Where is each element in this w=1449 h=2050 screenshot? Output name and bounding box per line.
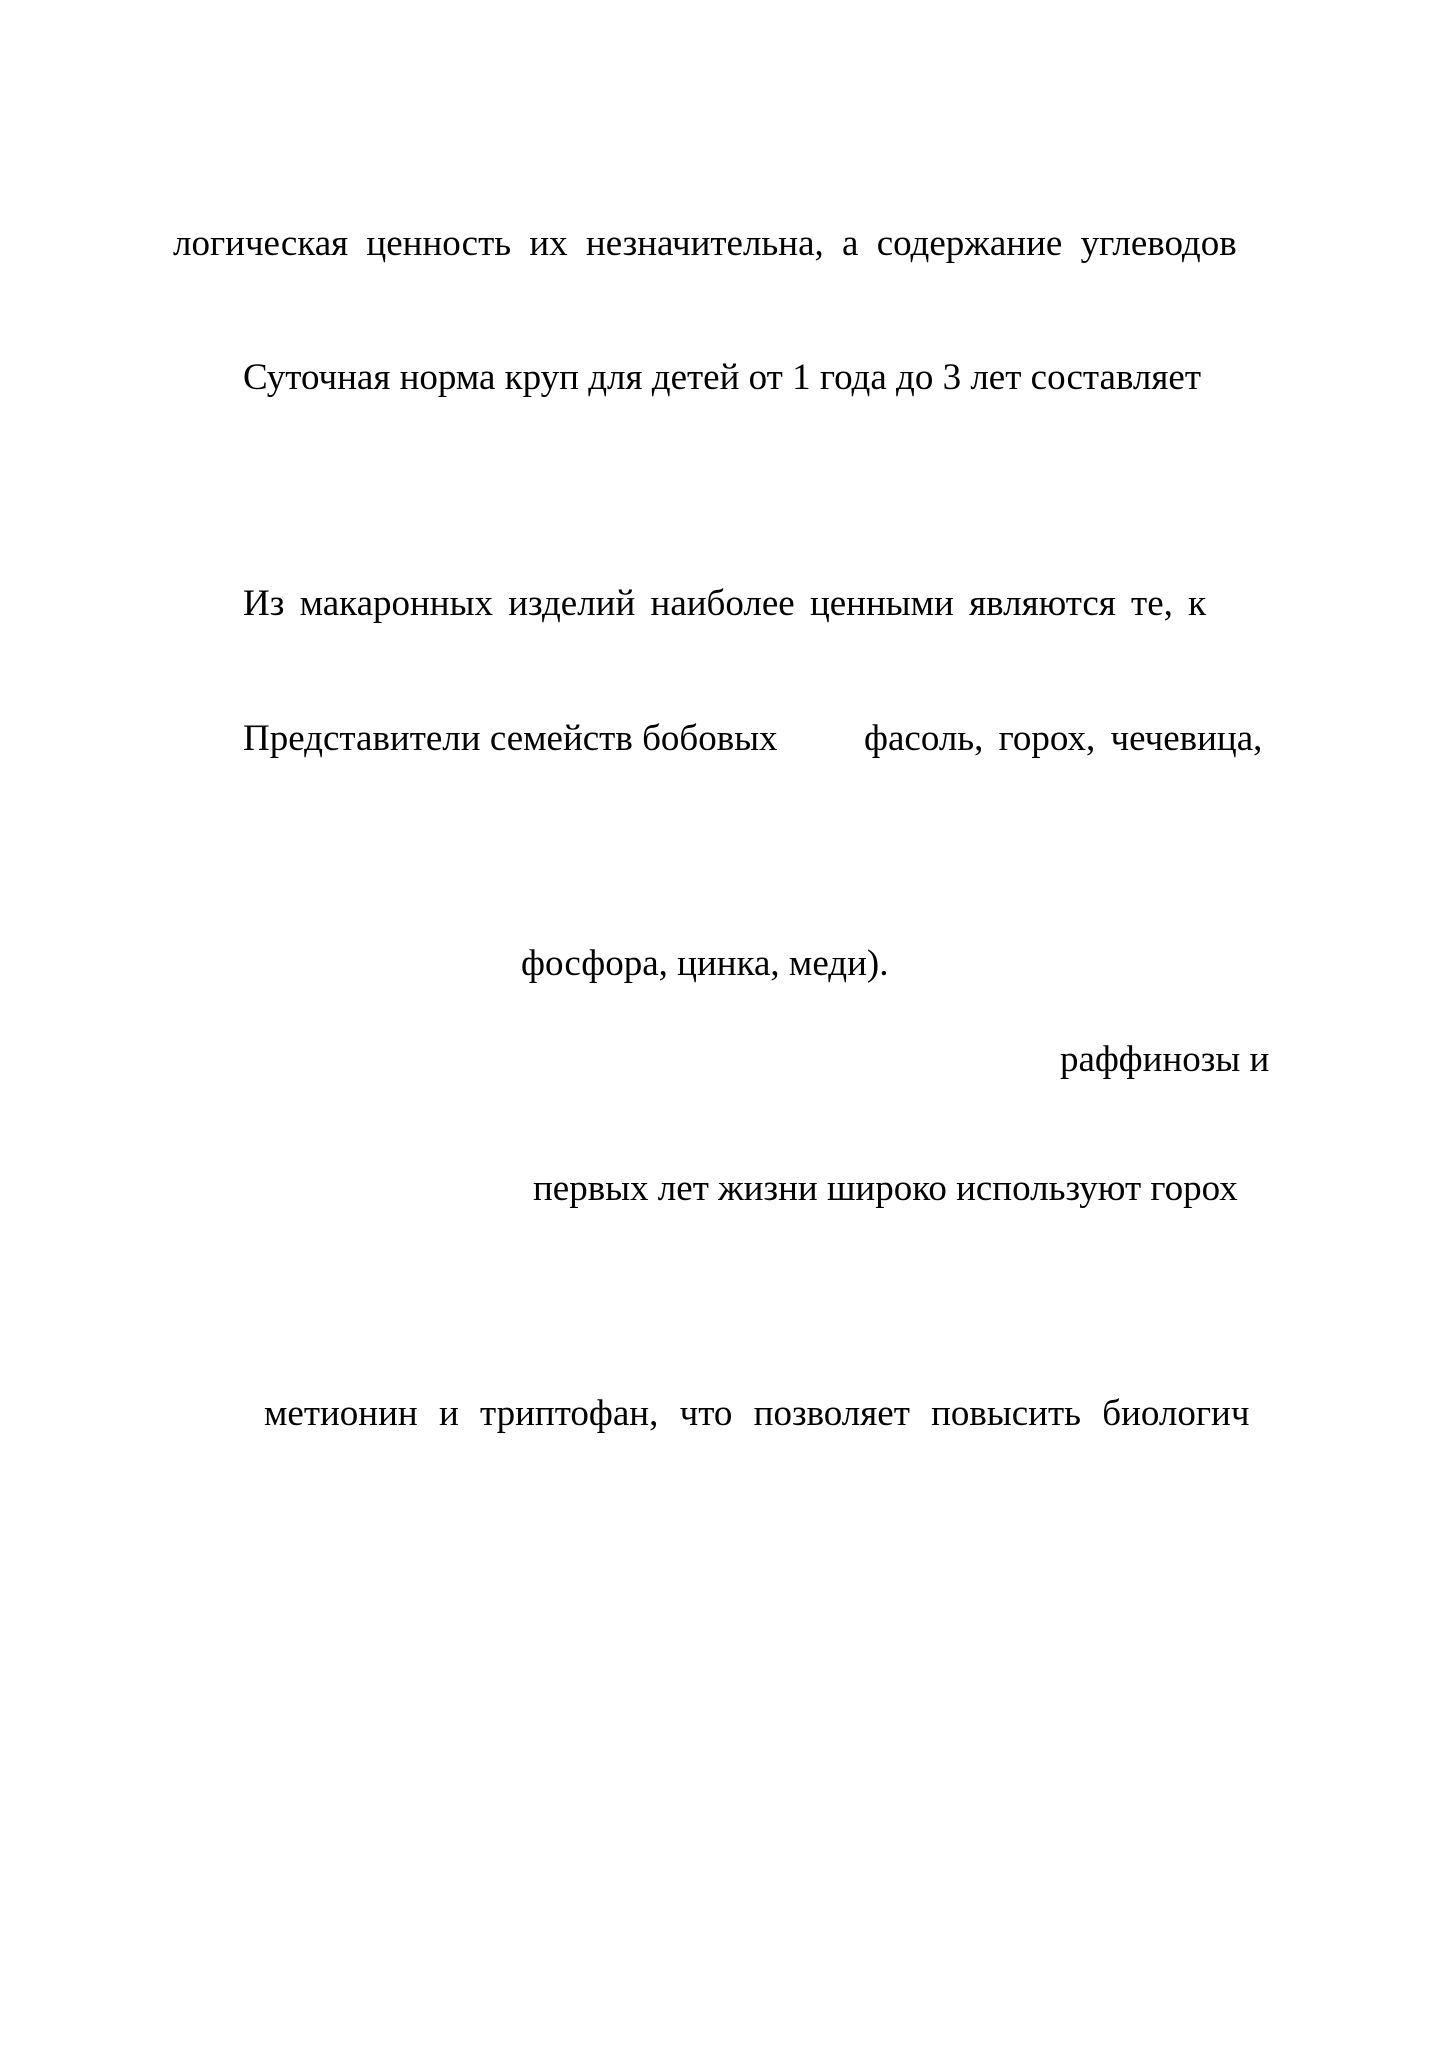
text-line-4b: фасоль, горох, чечевица, [864,718,1263,759]
text-line-7: первых лет жизни широко используют горох [533,1168,1238,1209]
text-line-6: раффинозы и [1060,1039,1270,1080]
text-line-5: фосфора, цинка, меди). [521,943,889,984]
text-line-2: Суточная норма круп для детей от 1 года до 3 лет составляет [243,357,1202,398]
text-line-4a: Представители семейств бобовых [243,718,778,759]
text-line-1: логическая ценность их незначительна, а содержание углеводов [173,223,1237,264]
text-line-8: метионин и триптофан, что позволяет повысить биологич [264,1393,1250,1434]
text-line-3: Из макаронных изделий наиболее ценными являются те, к [243,583,1207,624]
